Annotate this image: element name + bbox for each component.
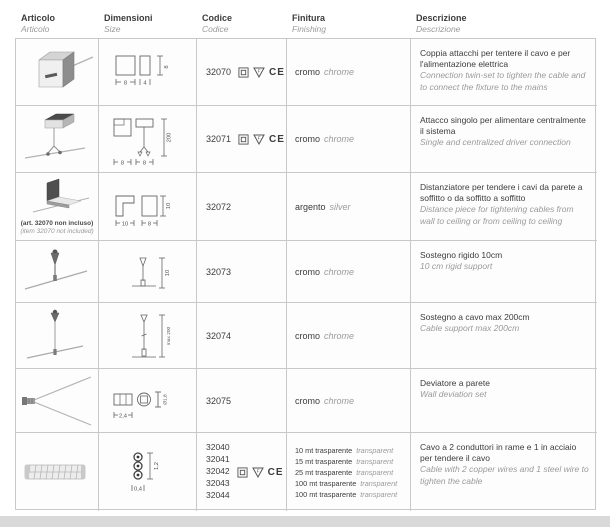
finish-en: chrome bbox=[324, 134, 355, 144]
dim-height-label: 10 bbox=[164, 269, 171, 276]
class-ii-insulation-icon bbox=[237, 467, 248, 478]
finish-it: 100 mt trasparente bbox=[295, 478, 357, 488]
dim-width2-label: 4 bbox=[142, 80, 147, 87]
f-mark-letter: F bbox=[256, 468, 260, 474]
code-cell bbox=[197, 106, 287, 173]
dimensions-sketch-icon bbox=[106, 182, 190, 232]
dim-diameter-label: Ø1,8 bbox=[163, 393, 168, 405]
dim-height-label: 200 bbox=[166, 132, 172, 143]
product-photo-distance-piece-icon bbox=[17, 178, 97, 218]
description-it: Distanziatore per tendere i cavi da parete a soffitto o da soffitto a soffitto bbox=[420, 182, 583, 204]
dimensions-sketch-icon bbox=[106, 110, 190, 168]
code-value: 32071 bbox=[206, 134, 232, 144]
code-cell bbox=[197, 433, 287, 511]
f-mark-letter: F bbox=[257, 135, 261, 141]
table-header bbox=[15, 13, 596, 34]
finish-en: transparent bbox=[356, 445, 394, 455]
header-label: Dimensioni bbox=[104, 13, 153, 23]
ce-mark-icon: CE bbox=[269, 66, 285, 78]
header-sublabel: Articolo bbox=[21, 23, 50, 34]
table-row-article bbox=[16, 369, 99, 433]
finish-en: transparent bbox=[360, 478, 398, 488]
finish-it: cromo bbox=[295, 395, 321, 406]
description-cell bbox=[411, 106, 597, 173]
code-value: 32075 bbox=[206, 395, 232, 406]
header-label: Articolo bbox=[21, 13, 56, 23]
page-footer-bar bbox=[0, 516, 610, 527]
description-cell bbox=[411, 173, 597, 241]
f-mark-icon bbox=[253, 134, 265, 145]
header-finitura bbox=[286, 13, 410, 34]
header-descrizione bbox=[410, 13, 596, 34]
description-cell bbox=[411, 369, 597, 433]
f-mark-letter: F bbox=[257, 68, 261, 74]
header-codice bbox=[196, 13, 286, 34]
dim-width2-label: 8 bbox=[142, 160, 146, 167]
description-cell bbox=[411, 39, 597, 106]
finish-it: cromo bbox=[295, 330, 321, 341]
product-photo-rigid-support-icon bbox=[17, 245, 97, 299]
dimensions-drawing bbox=[99, 369, 197, 433]
product-table bbox=[15, 38, 596, 510]
finish-cell bbox=[287, 241, 411, 303]
code-cell bbox=[197, 241, 287, 303]
article-caption bbox=[20, 220, 93, 235]
header-articolo bbox=[15, 13, 98, 34]
code-cell bbox=[197, 173, 287, 241]
dim-width2-label: 8 bbox=[147, 220, 151, 227]
codes-list bbox=[206, 442, 230, 501]
dimensions-sketch-icon bbox=[106, 307, 190, 365]
dimensions-sketch-icon bbox=[106, 378, 190, 424]
certification-icons bbox=[237, 467, 284, 478]
code-cell bbox=[197, 303, 287, 369]
code-value: 32070 bbox=[206, 67, 232, 77]
product-photo-cable-icon bbox=[17, 452, 97, 492]
certification-icons bbox=[238, 67, 285, 78]
finish-en: transparent bbox=[356, 467, 394, 477]
description-cell bbox=[411, 303, 597, 369]
table-row-article bbox=[16, 39, 99, 106]
code-value: 32040 bbox=[206, 442, 230, 453]
certification-icons bbox=[238, 134, 285, 145]
code-value: 32042 bbox=[206, 466, 230, 477]
finish-en: chrome bbox=[324, 67, 355, 77]
ce-mark-icon: CE bbox=[269, 133, 285, 145]
code-cell bbox=[197, 369, 287, 433]
product-photo-connection-twin-set-icon bbox=[17, 43, 97, 101]
finish-it: cromo bbox=[295, 67, 321, 77]
header-label: Codice bbox=[202, 13, 233, 23]
dimensions-sketch-icon bbox=[106, 445, 190, 499]
description-it: Attacco singolo per alimentare centralmente il sistema bbox=[420, 115, 586, 137]
description-it: Cavo a 2 conduttori in rame e 1 in acciaio per tendere il cavo bbox=[420, 442, 577, 464]
dim-height-label: 1,2 bbox=[153, 461, 160, 471]
finish-it: cromo bbox=[295, 134, 321, 144]
description-en: Single and centralized driver connection bbox=[420, 137, 571, 148]
finish-en: silver bbox=[329, 201, 351, 212]
class-ii-insulation-icon bbox=[238, 67, 249, 78]
code-value: 32043 bbox=[206, 477, 230, 488]
finish-en: chrome bbox=[324, 395, 355, 406]
code-value: 32072 bbox=[206, 201, 232, 212]
table-row-article bbox=[16, 173, 99, 241]
finish-it: argento bbox=[295, 201, 326, 212]
code-value: 32073 bbox=[206, 266, 232, 277]
ce-mark-icon: CE bbox=[267, 466, 284, 478]
description-en: Connection twin-set to tighten the cable and to connect the fixture to the mains bbox=[420, 70, 586, 92]
header-label: Descrizione bbox=[416, 13, 467, 23]
header-sublabel: Size bbox=[104, 23, 121, 34]
description-cell bbox=[411, 241, 597, 303]
dim-width-label: 8 bbox=[123, 80, 127, 87]
finish-cell bbox=[287, 106, 411, 173]
finish-cell bbox=[287, 369, 411, 433]
header-sublabel: Finishing bbox=[292, 23, 327, 34]
header-dimensioni bbox=[98, 13, 196, 34]
finish-it: 100 mt trasparente bbox=[295, 489, 357, 499]
finish-en: transparent bbox=[360, 489, 398, 499]
dimensions-sketch-icon bbox=[106, 44, 190, 100]
description-it: Deviatore a parete bbox=[420, 378, 490, 388]
dimensions-sketch-icon bbox=[106, 248, 190, 296]
f-mark-icon bbox=[253, 67, 265, 78]
caption-it: (art. 32070 non incluso) bbox=[20, 220, 94, 228]
product-photo-cable-support-icon bbox=[17, 306, 97, 366]
class-ii-insulation-icon bbox=[238, 134, 249, 145]
dim-height-label: max 200 bbox=[166, 326, 172, 345]
table-row-article bbox=[16, 433, 99, 511]
table-row-article bbox=[16, 106, 99, 173]
finish-cell bbox=[287, 433, 411, 511]
code-cell bbox=[197, 39, 287, 106]
header-label: Finitura bbox=[292, 13, 325, 23]
table-row-article bbox=[16, 241, 99, 303]
dim-width-label: 0,4 bbox=[133, 486, 142, 493]
dim-height-label: 8 bbox=[163, 65, 170, 69]
finish-it: 10 mt trasparente bbox=[295, 445, 353, 455]
product-photo-single-driver-icon bbox=[17, 109, 97, 169]
product-photo-wall-deviator-icon bbox=[17, 371, 97, 431]
dimensions-drawing bbox=[99, 303, 197, 369]
finish-it: cromo bbox=[295, 266, 321, 277]
dimensions-drawing bbox=[99, 106, 197, 173]
description-en: Cable with 2 copper wires and 1 steel wire to tighten the cable bbox=[420, 464, 589, 486]
dimensions-drawing bbox=[99, 433, 197, 511]
finish-it: 25 mt trasparente bbox=[295, 467, 353, 477]
dim-width-label: 10 bbox=[121, 220, 128, 227]
finish-en: transparent bbox=[356, 456, 394, 466]
dimensions-drawing bbox=[99, 241, 197, 303]
dim-width-label: 2,4 bbox=[118, 412, 127, 419]
f-mark-icon bbox=[252, 467, 264, 478]
description-en: Distance piece for tightening cables from wall to ceiling or from ceiling to ceiling bbox=[420, 204, 574, 226]
description-cell bbox=[411, 433, 597, 511]
dimensions-drawing bbox=[99, 39, 197, 106]
code-value: 32041 bbox=[206, 454, 230, 465]
finish-en: chrome bbox=[324, 266, 355, 277]
finish-cell bbox=[287, 39, 411, 106]
table-row-article bbox=[16, 303, 99, 369]
description-en: 10 cm rigid support bbox=[420, 261, 493, 272]
description-en: Cable support max 200cm bbox=[420, 323, 520, 334]
finish-cell bbox=[287, 303, 411, 369]
description-it: Coppia attacchi per tentere il cavo e per l'alimentazione elettrica bbox=[420, 48, 571, 70]
dimensions-drawing bbox=[99, 173, 197, 241]
caption-en: (item 32070 not included) bbox=[20, 227, 94, 235]
code-value: 32044 bbox=[206, 489, 230, 500]
description-en: Wall deviation set bbox=[420, 389, 487, 400]
finish-en: chrome bbox=[324, 330, 355, 341]
code-value: 32074 bbox=[206, 330, 232, 341]
description-it: Sostegno rigido 10cm bbox=[420, 250, 503, 260]
header-sublabel: Codice bbox=[202, 23, 229, 34]
dim-width-label: 8 bbox=[120, 160, 124, 167]
header-sublabel: Descrizione bbox=[416, 23, 461, 34]
finish-it: 15 mt trasparente bbox=[295, 456, 353, 466]
description-it: Sostegno a cavo max 200cm bbox=[420, 312, 530, 322]
dim-height-label: 10 bbox=[165, 202, 172, 209]
finish-cell bbox=[287, 173, 411, 241]
